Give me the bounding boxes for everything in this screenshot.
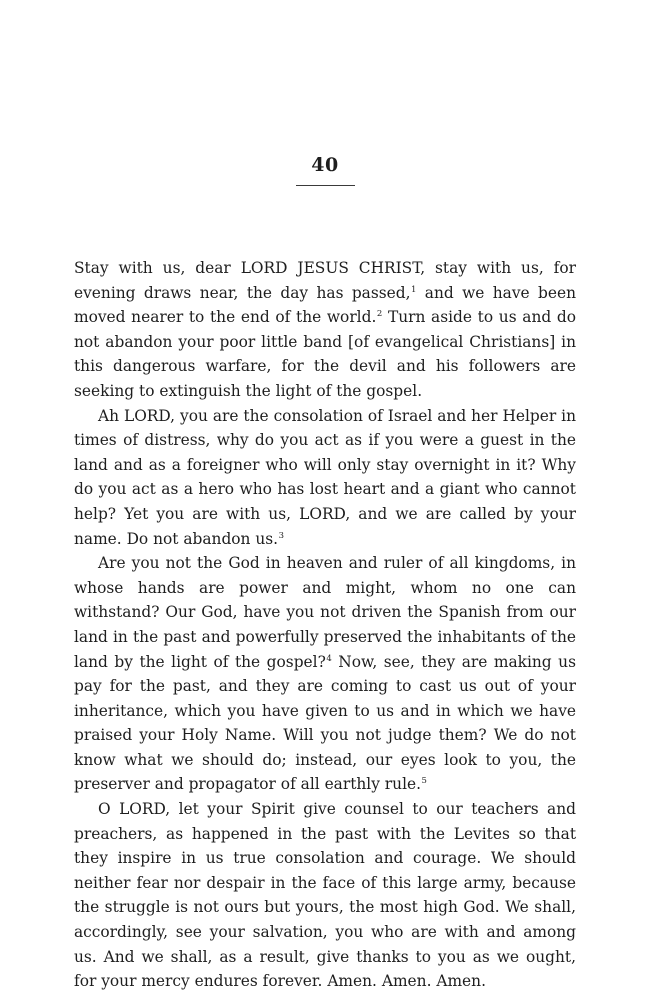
paragraph-2 — [74, 404, 576, 552]
paragraph-text: O LORD, let your Spirit give counsel to our teachers and preachers, as happened in the past with the Levites so that they inspire in us true consolation and courage. We should neither fear nor despair in the face of this large army, because the struggle is not ours but yours, the most high God. We shall, accordingly, see your salvation, you who are with and among us. And we shall, as a result, give thanks to you as we ought, for your mercy endures forever. Amen. Amen. Amen. — [74, 800, 576, 991]
footnote-marker: 1 — [411, 284, 417, 295]
paragraph-4 — [74, 797, 576, 994]
paragraph-text: and we have been moved nearer to the end of the world. — [74, 283, 576, 327]
page-number-rule — [296, 185, 355, 186]
footnote-marker: 5 — [421, 776, 427, 787]
prayer-text — [74, 256, 576, 994]
paragraph-text: Are you not the God in heaven and ruler of all kingdoms, in whose hands are power and might, whom no one can withstand? Our God, have you not driven the Spanish from our land in the past and powerfully preserved the inhabitants of the land by the light of the gospel? — [74, 554, 576, 671]
paragraph-text: Turn aside to us and do not abandon your poor little band [of evangelical Christians] in this dangerous warfare, for the devil and his followers are seeking to extinguish the light of the gospel. — [74, 308, 576, 400]
paragraph-text: Ah LORD, you are the consolation of Israel and her Helper in times of distress, why do you act as if you were a guest in the land and as a foreigner who will only stay overnight in it? Why do you act as a hero who has lost heart and a giant who cannot help? Yet you are with us, LORD, and we are called by your name. Do not abandon us. — [74, 406, 576, 548]
footnote-marker: 4 — [326, 653, 332, 664]
paragraph-text: Stay with us, dear LORD JESUS CHRIST, stay with us, for evening draws near, the day has passed, — [74, 259, 576, 302]
footnote-marker: 3 — [278, 530, 284, 541]
paragraph-1 — [74, 256, 576, 404]
footnote-marker: 2 — [376, 309, 383, 320]
page-number: 40 — [311, 154, 339, 176]
paragraph-3 — [74, 551, 576, 797]
paragraph-text: Now, see, they are making us pay for the past, and they are coming to cast us out of your inheritance, which you have given to us and in which we have praised your Holy Name. Will you not judge them? We do not know what we should do; instead, our eyes look to you, the preserver and propagator of all earthly rule. — [74, 652, 576, 794]
